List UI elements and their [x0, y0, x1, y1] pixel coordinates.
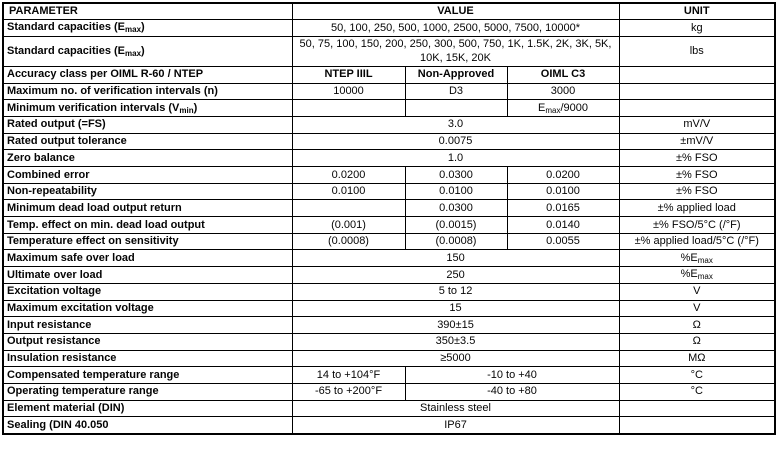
unit-cell: mV/V [619, 116, 775, 133]
unit-cell: ±% FSO [619, 167, 775, 184]
param-cell: Minimum dead load output return [3, 200, 292, 217]
load-cell-spec-table [2, 2, 776, 435]
value-cell-non-approved [405, 100, 507, 117]
row-min-dead-load-output-return [3, 200, 775, 217]
unit-cell: °C [619, 367, 775, 384]
value-cell: IP67 [292, 417, 619, 434]
row-output-resistance [3, 333, 775, 350]
unit-cell: ±% FSO/5°C (/°F) [619, 217, 775, 234]
param-cell: Temp. effect on min. dead load output [3, 217, 292, 234]
unit-cell [619, 250, 775, 267]
value-cell-non-approved: 0.0100 [405, 183, 507, 200]
value-cell: 5 to 12 [292, 283, 619, 300]
unit-cell: lbs [619, 36, 775, 66]
value-cell-oiml: 0.0100 [507, 183, 619, 200]
row-temp-effect-min-dead-load [3, 217, 775, 234]
row-input-resistance [3, 317, 775, 334]
param-cell: Sealing (DIN 40.050 [3, 417, 292, 434]
value-cell-non-approved: Non-Approved [405, 66, 507, 83]
row-combined-error [3, 167, 775, 184]
param-cell: Input resistance [3, 317, 292, 334]
value-cell-non-approved: D3 [405, 83, 507, 100]
param-cell: Output resistance [3, 333, 292, 350]
param-cell: Non-repeatability [3, 183, 292, 200]
row-compensated-temp-range [3, 367, 775, 384]
value-cell-non-approved: 0.0300 [405, 200, 507, 217]
param-text: Standard capacities (E [7, 44, 125, 57]
param-cell: Accuracy class per OIML R-60 / NTEP [3, 66, 292, 83]
header-value: VALUE [292, 3, 619, 20]
value-cell-oiml: 0.0140 [507, 217, 619, 234]
emax-subscript: max [697, 272, 713, 282]
value-cell-oiml [507, 100, 619, 117]
value-cell-ntep: (0.001) [292, 217, 405, 234]
unit-cell: V [619, 283, 775, 300]
value-cell-oiml: 3000 [507, 83, 619, 100]
unit-cell: ±% applied load/5°C (/°F) [619, 233, 775, 250]
row-ultimate-overload [3, 267, 775, 284]
param-cell: Compensated temperature range [3, 367, 292, 384]
row-max-verification-intervals [3, 83, 775, 100]
row-insulation-resistance [3, 350, 775, 367]
header-unit: UNIT [619, 3, 775, 20]
unit-cell: ±% FSO [619, 150, 775, 167]
value-cell: 50, 75, 100, 150, 200, 250, 300, 500, 750, 1K, 1.5K, 2K, 3K, 5K, 10K, 15K, 20K [292, 36, 619, 66]
row-rated-output-tolerance [3, 133, 775, 150]
value-cell-ntep: 0.0100 [292, 183, 405, 200]
value-cell-fahrenheit: -65 to +200°F [292, 383, 405, 400]
row-max-safe-overload [3, 250, 775, 267]
row-element-material [3, 400, 775, 417]
unit-cell [619, 417, 775, 434]
value-cell-non-approved: (0.0015) [405, 217, 507, 234]
unit-cell: °C [619, 383, 775, 400]
row-sealing [3, 417, 775, 434]
param-cell [3, 36, 292, 66]
value-cell: 250 [292, 267, 619, 284]
value-cell-celsius: -40 to +80 [405, 383, 619, 400]
unit-text: %E [680, 251, 698, 264]
value-cell-oiml: 0.0055 [507, 233, 619, 250]
value-cell-ntep: 0.0200 [292, 167, 405, 184]
value-cell-oiml: 0.0165 [507, 200, 619, 217]
row-excitation-voltage [3, 283, 775, 300]
unit-cell [619, 100, 775, 117]
param-text: ) [141, 21, 145, 34]
unit-cell: ±mV/V [619, 133, 775, 150]
unit-cell [619, 267, 775, 284]
value-cell-non-approved: 0.0300 [405, 167, 507, 184]
emax-subscript: max [125, 48, 142, 58]
param-cell: Operating temperature range [3, 383, 292, 400]
value-cell: 0.0075 [292, 133, 619, 150]
emax-subscript: max [697, 255, 713, 265]
header-parameter: PARAMETER [3, 3, 292, 20]
param-cell: Temperature effect on sensitivity [3, 233, 292, 250]
vmin-subscript: min [179, 105, 194, 115]
param-cell: Combined error [3, 167, 292, 184]
unit-cell: MΩ [619, 350, 775, 367]
emax-subscript: max [545, 105, 561, 115]
value-text: /9000 [560, 101, 588, 114]
unit-cell [619, 83, 775, 100]
value-cell-oiml: OIML C3 [507, 66, 619, 83]
unit-cell: kg [619, 20, 775, 37]
row-standard-capacities-lbs [3, 36, 775, 66]
param-cell: Insulation resistance [3, 350, 292, 367]
value-cell-non-approved: (0.0008) [405, 233, 507, 250]
value-cell-ntep [292, 200, 405, 217]
row-non-repeatability [3, 183, 775, 200]
param-text: Standard capacities (E [7, 21, 125, 34]
value-cell-ntep [292, 100, 405, 117]
param-text: Minimum verification intervals (V [7, 101, 180, 114]
param-cell: Excitation voltage [3, 283, 292, 300]
row-max-excitation-voltage [3, 300, 775, 317]
unit-cell: V [619, 300, 775, 317]
unit-cell: Ω [619, 333, 775, 350]
row-standard-capacities-kg [3, 20, 775, 37]
param-cell: Maximum no. of verification intervals (n) [3, 83, 292, 100]
row-temp-effect-sensitivity [3, 233, 775, 250]
value-cell: 15 [292, 300, 619, 317]
value-cell-celsius: -10 to +40 [405, 367, 619, 384]
value-cell: 1.0 [292, 150, 619, 167]
value-cell: 50, 100, 250, 500, 1000, 2500, 5000, 7500, 10000* [292, 20, 619, 37]
value-cell: ≥5000 [292, 350, 619, 367]
unit-cell [619, 400, 775, 417]
param-cell: Ultimate over load [3, 267, 292, 284]
param-text: ) [141, 44, 145, 57]
table-header-row [3, 3, 775, 20]
value-cell: 3.0 [292, 116, 619, 133]
value-cell-oiml: 0.0200 [507, 167, 619, 184]
param-cell [3, 100, 292, 117]
param-cell: Element material (DIN) [3, 400, 292, 417]
row-rated-output [3, 116, 775, 133]
row-operating-temp-range [3, 383, 775, 400]
row-min-verification-intervals [3, 100, 775, 117]
value-cell: Stainless steel [292, 400, 619, 417]
value-cell-fahrenheit: 14 to +104°F [292, 367, 405, 384]
param-cell: Rated output (=FS) [3, 116, 292, 133]
unit-cell: Ω [619, 317, 775, 334]
param-cell: Maximum excitation voltage [3, 300, 292, 317]
param-text: ) [193, 101, 198, 114]
value-cell: 150 [292, 250, 619, 267]
emax-subscript: max [125, 25, 142, 35]
unit-cell: ±% applied load [619, 200, 775, 217]
param-cell: Rated output tolerance [3, 133, 292, 150]
param-cell: Zero balance [3, 150, 292, 167]
param-cell: Maximum safe over load [3, 250, 292, 267]
value-cell-ntep: NTEP IIIL [292, 66, 405, 83]
unit-text: %E [680, 268, 698, 281]
unit-cell: ±% FSO [619, 183, 775, 200]
value-cell-ntep: (0.0008) [292, 233, 405, 250]
unit-cell [619, 66, 775, 83]
value-cell-ntep: 10000 [292, 83, 405, 100]
row-accuracy-class [3, 66, 775, 83]
value-text: E [538, 101, 546, 114]
value-cell: 390±15 [292, 317, 619, 334]
row-zero-balance [3, 150, 775, 167]
param-cell [3, 20, 292, 37]
value-cell: 350±3.5 [292, 333, 619, 350]
